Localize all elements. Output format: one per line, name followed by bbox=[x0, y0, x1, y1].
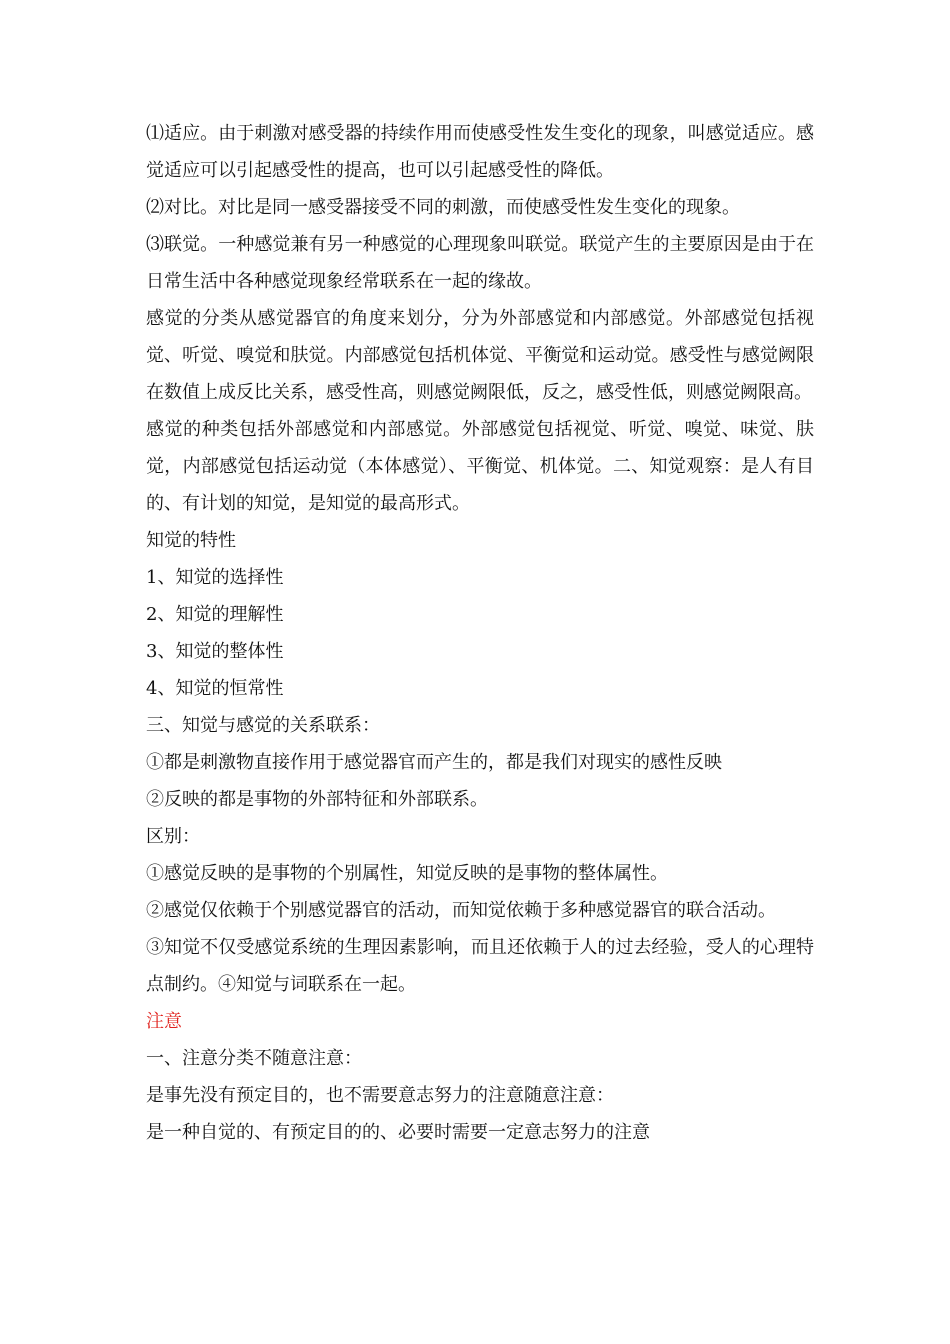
list-item-constancy: 4、知觉的恒常性 bbox=[146, 678, 284, 699]
list-item-connection-2: ②反映的都是事物的外部特征和外部联系。 bbox=[146, 789, 488, 810]
heading-perception-properties: 知觉的特性 bbox=[146, 530, 236, 551]
list-item-connection-1: ①都是刺激物直接作用于感觉器官而产生的，都是我们对现实的感性反映 bbox=[146, 752, 722, 773]
list-item-difference-3: ③知觉不仅受感觉系统的生理因素影响，而且还依赖于人的过去经验，受人的心理特点制约。④知觉与词联系在一起。 bbox=[146, 937, 814, 995]
paragraph-involuntary-attention: 是事先没有预定目的，也不需要意志努力的注意随意注意： bbox=[146, 1085, 614, 1106]
paragraph-adaptation: ⑴适应。由于刺激对感受器的持续作用而使感受性发生变化的现象，叫感觉适应。感觉适应可以引起感受性的提高，也可以引起感受性的降低。 bbox=[146, 123, 814, 181]
list-item-wholeness: 3、知觉的整体性 bbox=[146, 641, 284, 662]
paragraph-sensation-types: 感觉的种类包括外部感觉和内部感觉。外部感觉包括视觉、听觉、嗅觉、味觉、肤觉，内部感觉包括运动觉（本体感觉）、平衡觉、机体觉。二、知觉观察：是人有目的、有计划的知觉，是知觉的最高形式。 bbox=[146, 419, 814, 514]
paragraph-sensation-classification: 感觉的分类从感觉器官的角度来划分，分为外部感觉和内部感觉。外部感觉包括视觉、听觉、嗅觉和肤觉。内部感觉包括机体觉、平衡觉和运动觉。感受性与感觉阙限在数值上成反比关系，感受性高，则感觉阙限低，反之，感受性低，则感觉阙限高。 bbox=[146, 308, 814, 403]
document-page bbox=[146, 115, 814, 1151]
heading-difference: 区别： bbox=[146, 826, 200, 847]
list-item-difference-1: ①感觉反映的是事物的个别属性，知觉反映的是事物的整体属性。 bbox=[146, 863, 668, 884]
paragraph-contrast: ⑵对比。对比是同一感受器接受不同的刺激，而使感受性发生变化的现象。 bbox=[146, 197, 740, 218]
list-item-understanding: 2、知觉的理解性 bbox=[146, 604, 284, 625]
heading-relationship: 三、知觉与感觉的关系联系： bbox=[146, 715, 380, 736]
paragraph-voluntary-attention: 是一种自觉的、有预定目的的、必要时需要一定意志努力的注意 bbox=[146, 1122, 650, 1143]
list-item-selectivity: 1、知觉的选择性 bbox=[146, 567, 284, 588]
heading-attention-classification: 一、注意分类不随意注意： bbox=[146, 1048, 362, 1069]
list-item-difference-2: ②感觉仅依赖于个别感觉器官的活动，而知觉依赖于多种感觉器官的联合活动。 bbox=[146, 900, 776, 921]
section-heading-attention: 注意 bbox=[146, 1011, 182, 1032]
paragraph-synesthesia: ⑶联觉。一种感觉兼有另一种感觉的心理现象叫联觉。联觉产生的主要原因是由于在日常生活中各种感觉现象经常联系在一起的缘故。 bbox=[146, 234, 814, 292]
